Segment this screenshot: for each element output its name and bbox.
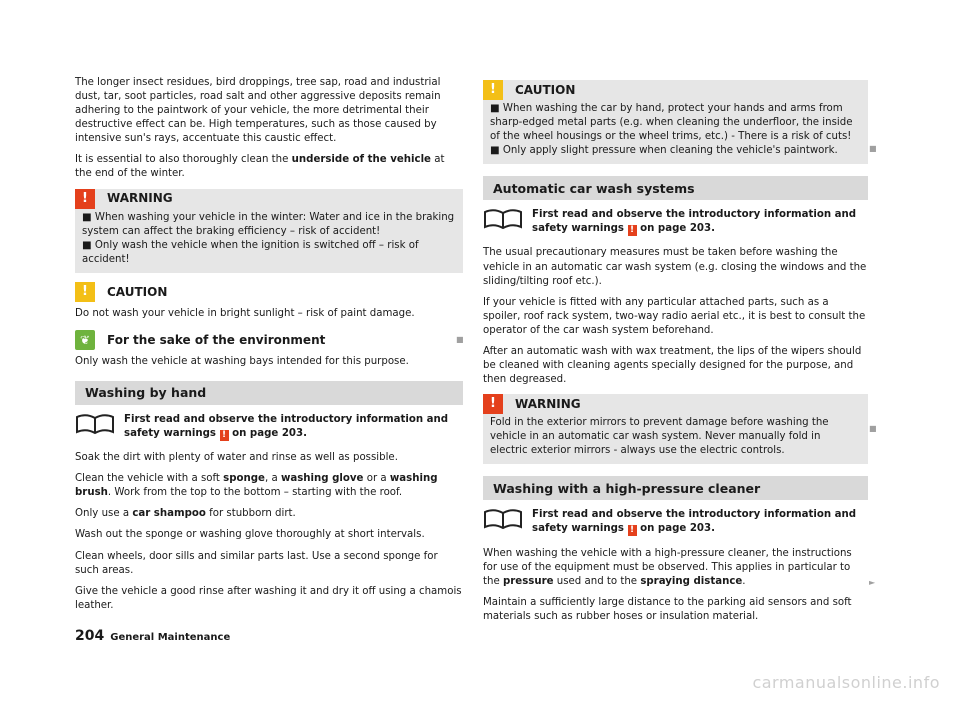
leaf-icon: ❦: [75, 330, 95, 350]
intro-reference: First read and observe the introductory information and safety warnings ! on page 203.: [483, 208, 868, 236]
caution-item: ■ When washing the car by hand, protect your hands and arms from sharp-edged metal parts (e.g. when cleaning the underfloor, the inside of the wheel housings or the wheel trims, etc.) - There is a risk of cuts!: [490, 103, 853, 143]
bullet-icon: ■: [490, 145, 500, 157]
warning-text: Fold in the exterior mirrors to prevent damage before washing the vehicle in an automatic car wash system. Never manually fold in electric exterior mirrors - always use the electric controls.: [490, 417, 829, 457]
right-column: [483, 80, 868, 631]
bullet-icon: ■: [82, 211, 92, 223]
warning-item: ■ Only wash the vehicle when the ignition is switched off – risk of accident!: [82, 239, 419, 265]
watermark: carmanualsonline.info: [752, 673, 940, 692]
warning-title: WARNING: [515, 396, 581, 411]
caution-title: CAUTION: [515, 82, 576, 97]
caution-icon: !: [483, 80, 503, 100]
warning-box-mirrors: [483, 394, 868, 464]
section-heading-high-pressure: Washing with a high-pressure cleaner: [483, 476, 868, 500]
bullet-icon: ■: [82, 239, 92, 251]
chapter-title: General Maintenance: [110, 632, 231, 643]
paragraph: Give the vehicle a good rinse after washing it and dry it off using a chamois leather.: [75, 585, 462, 611]
intro-reference: First read and observe the introductory information and safety warnings ! on page 203.: [483, 508, 868, 536]
paragraph: The usual precautionary measures must be taken before washing the vehicle in an automatic car wash system (e.g. closing the windows and the sliding/tilting roof etc.).: [483, 247, 867, 287]
open-book-icon: [75, 413, 115, 435]
environment-title: For the sake of the environment: [107, 332, 326, 347]
warning-icon: !: [628, 525, 637, 536]
open-book-icon: [483, 208, 523, 230]
page-footer: [75, 627, 230, 646]
end-mark-icon: ■: [456, 335, 464, 344]
paragraph: Maintain a sufficiently large distance to the parking aid sensors and soft materials such as rubber hoses or insulation material.: [483, 596, 852, 622]
warning-icon: !: [483, 394, 503, 414]
continue-arrow-icon: ►: [869, 578, 876, 587]
caution-text: Do not wash your vehicle in bright sunlight – risk of paint damage.: [75, 307, 415, 319]
paragraph: Soak the dirt with plenty of water and rinse as well as possible.: [75, 452, 398, 464]
caution-box-hand-wash: [483, 80, 868, 164]
paragraph-underside: It is essential to also thoroughly clean the underside of the vehicle at the end of the winter.: [75, 154, 445, 180]
paragraph-deposits: The longer insect residues, bird droppings, tree sap, road and industrial dust, tar, soot particles, road salt and other aggressive deposits remain adhering to the paintwork of your vehicle, the more detrimental their destructive effect can be. High temperatures, such as those caused by intensive sun's rays, accentuate this caustic effect.: [75, 77, 441, 145]
paragraph: After an automatic wash with wax treatment, the lips of the wipers should be cleaned with cleaning agents specially designed for the purpose, and then degreased.: [483, 345, 862, 386]
paragraph: Clean wheels, door sills and similar parts last. Use a second sponge for such areas.: [75, 550, 438, 576]
end-mark-icon: ■: [869, 144, 877, 153]
open-book-icon: [483, 508, 523, 530]
end-mark-icon: ■: [869, 424, 877, 433]
left-column: [75, 76, 463, 620]
section-heading-washing-by-hand: Washing by hand: [75, 381, 463, 405]
environment-header: [75, 329, 463, 351]
warning-title: WARNING: [107, 191, 173, 206]
intro-reference: First read and observe the introductory information and safety warnings ! on page 203.: [75, 413, 463, 441]
warning-item: ■ When washing your vehicle in the winter: Water and ice in the braking system can affect the braking efficiency – risk of accident!: [82, 211, 455, 237]
section-heading-automatic-car-wash: Automatic car wash systems: [483, 176, 868, 200]
warning-icon: !: [75, 189, 95, 209]
bullet-icon: ■: [490, 103, 500, 114]
environment-text: Only wash the vehicle at washing bays intended for this purpose.: [75, 355, 409, 367]
paragraph: Wash out the sponge or washing glove thoroughly at short intervals.: [75, 529, 425, 541]
warning-icon: !: [220, 430, 229, 441]
caution-icon: !: [75, 282, 95, 302]
paragraph: Clean the vehicle with a soft sponge, a washing glove or a washing brush. Work from the top to the bottom – starting with the roof.: [75, 473, 438, 499]
caution-item: ■ Only apply slight pressure when cleaning the vehicle's paintwork.: [490, 145, 838, 157]
warning-icon: !: [628, 225, 637, 236]
page-number: 204: [75, 628, 105, 644]
paragraph: Only use a car shampoo for stubborn dirt.: [75, 508, 296, 520]
paragraph: When washing the vehicle with a high-pressure cleaner, the instructions for use of the equipment must be observed. This applies in particular to the pressure used and to the spraying distance.: [483, 547, 852, 587]
caution-title: CAUTION: [107, 284, 168, 299]
caution-header: [75, 281, 463, 303]
paragraph: If your vehicle is fitted with any particular attached parts, such as a spoiler, roof rack system, two-way radio aerial etc., it is best to consult the operator of the car wash system beforehand.: [483, 296, 866, 336]
warning-box-winter: [75, 189, 463, 273]
